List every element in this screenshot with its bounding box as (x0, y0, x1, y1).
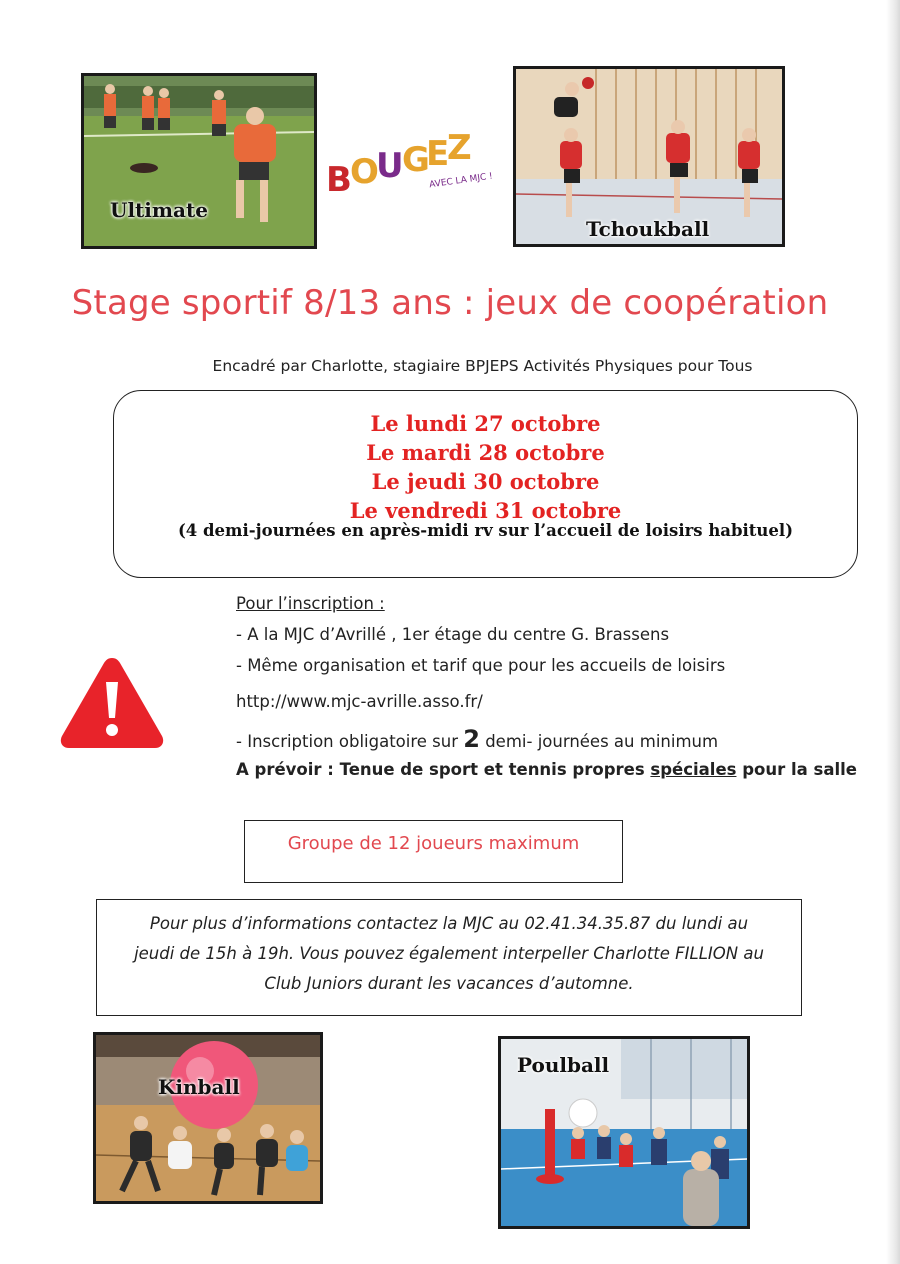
logo-letter-2: O (350, 152, 379, 192)
inscription-location: - A la MJC d’Avrillé , 1er étage du centre G. Brassens (236, 625, 670, 644)
inscription-heading: Pour l’inscription : (236, 594, 385, 613)
contact-info-line-1: Pour plus d’informations contactez la MJC au 02.41.34.35.87 du lundi au (149, 914, 749, 933)
supervisor-subtitle: Encadré par Charlotte, stagiaire BPJEPS Activités Physiques pour Tous (212, 357, 753, 375)
logo-letter-1: B (326, 160, 352, 200)
dates-note: (4 demi-journées en après-midi rv sur l’accueil de loisirs habituel) (177, 521, 793, 540)
group-size-box (244, 820, 623, 883)
inscription-minimum-number: 2 (463, 725, 480, 753)
date-friday: Le vendredi 31 octobre (349, 498, 622, 523)
date-tuesday: Le mardi 28 octobre (366, 440, 605, 465)
kinball-label: Kinball (158, 1075, 240, 1099)
logo-letter-6: Z (447, 128, 472, 168)
tchoukball-label: Tchoukball (586, 217, 710, 241)
contact-info-box (96, 899, 802, 1016)
inscription-minimum-before: - Inscription obligatoire sur (236, 732, 464, 751)
inscription-minimum-after: demi- journées au minimum (479, 732, 719, 751)
contact-info-line-3: Club Juniors durant les vacances d’automne. (264, 974, 634, 993)
group-size-text: Groupe de 12 joueurs maximum (287, 833, 580, 854)
equipment-note (236, 760, 857, 779)
contact-info-line-2: jeudi de 15h à 19h. Vous pouvez également interpeller Charlotte FILLION au (134, 944, 764, 963)
poulball-label: Poulball (517, 1053, 610, 1077)
kinball-photo (93, 1032, 323, 1204)
kinball-photo-scene (96, 1035, 320, 1201)
date-monday: Le lundi 27 octobre (370, 411, 601, 436)
page-edge-shadow (886, 0, 900, 1264)
equipment-note-before: A prévoir : Tenue de sport et tennis propres (236, 760, 651, 779)
poulball-photo (498, 1036, 750, 1229)
dates-box (113, 390, 858, 578)
date-thursday: Le jeudi 30 octobre (371, 469, 600, 494)
ultimate-label: Ultimate (110, 198, 208, 222)
logo-letter-5: E (426, 134, 450, 174)
equipment-note-after: pour la salle (736, 760, 857, 779)
bougez-logo (326, 130, 506, 210)
inscription-organisation: - Même organisation et tarif que pour les accueils de loisirs (236, 656, 726, 675)
logo-letter-4: G (402, 140, 430, 180)
logo-letter-3: U (376, 146, 404, 186)
page-title: Stage sportif 8/13 ans : jeux de coopération (71, 283, 829, 323)
inscription-minimum (236, 725, 718, 753)
equipment-note-emphasis: spéciales (650, 760, 737, 779)
mjc-website-link[interactable]: http://www.mjc-avrille.asso.fr/ (236, 692, 483, 711)
logo-tagline: AVEC LA MJC ! (428, 171, 494, 191)
ultimate-photo (81, 73, 317, 249)
tchoukball-photo (513, 66, 785, 247)
warning-icon (58, 652, 166, 752)
